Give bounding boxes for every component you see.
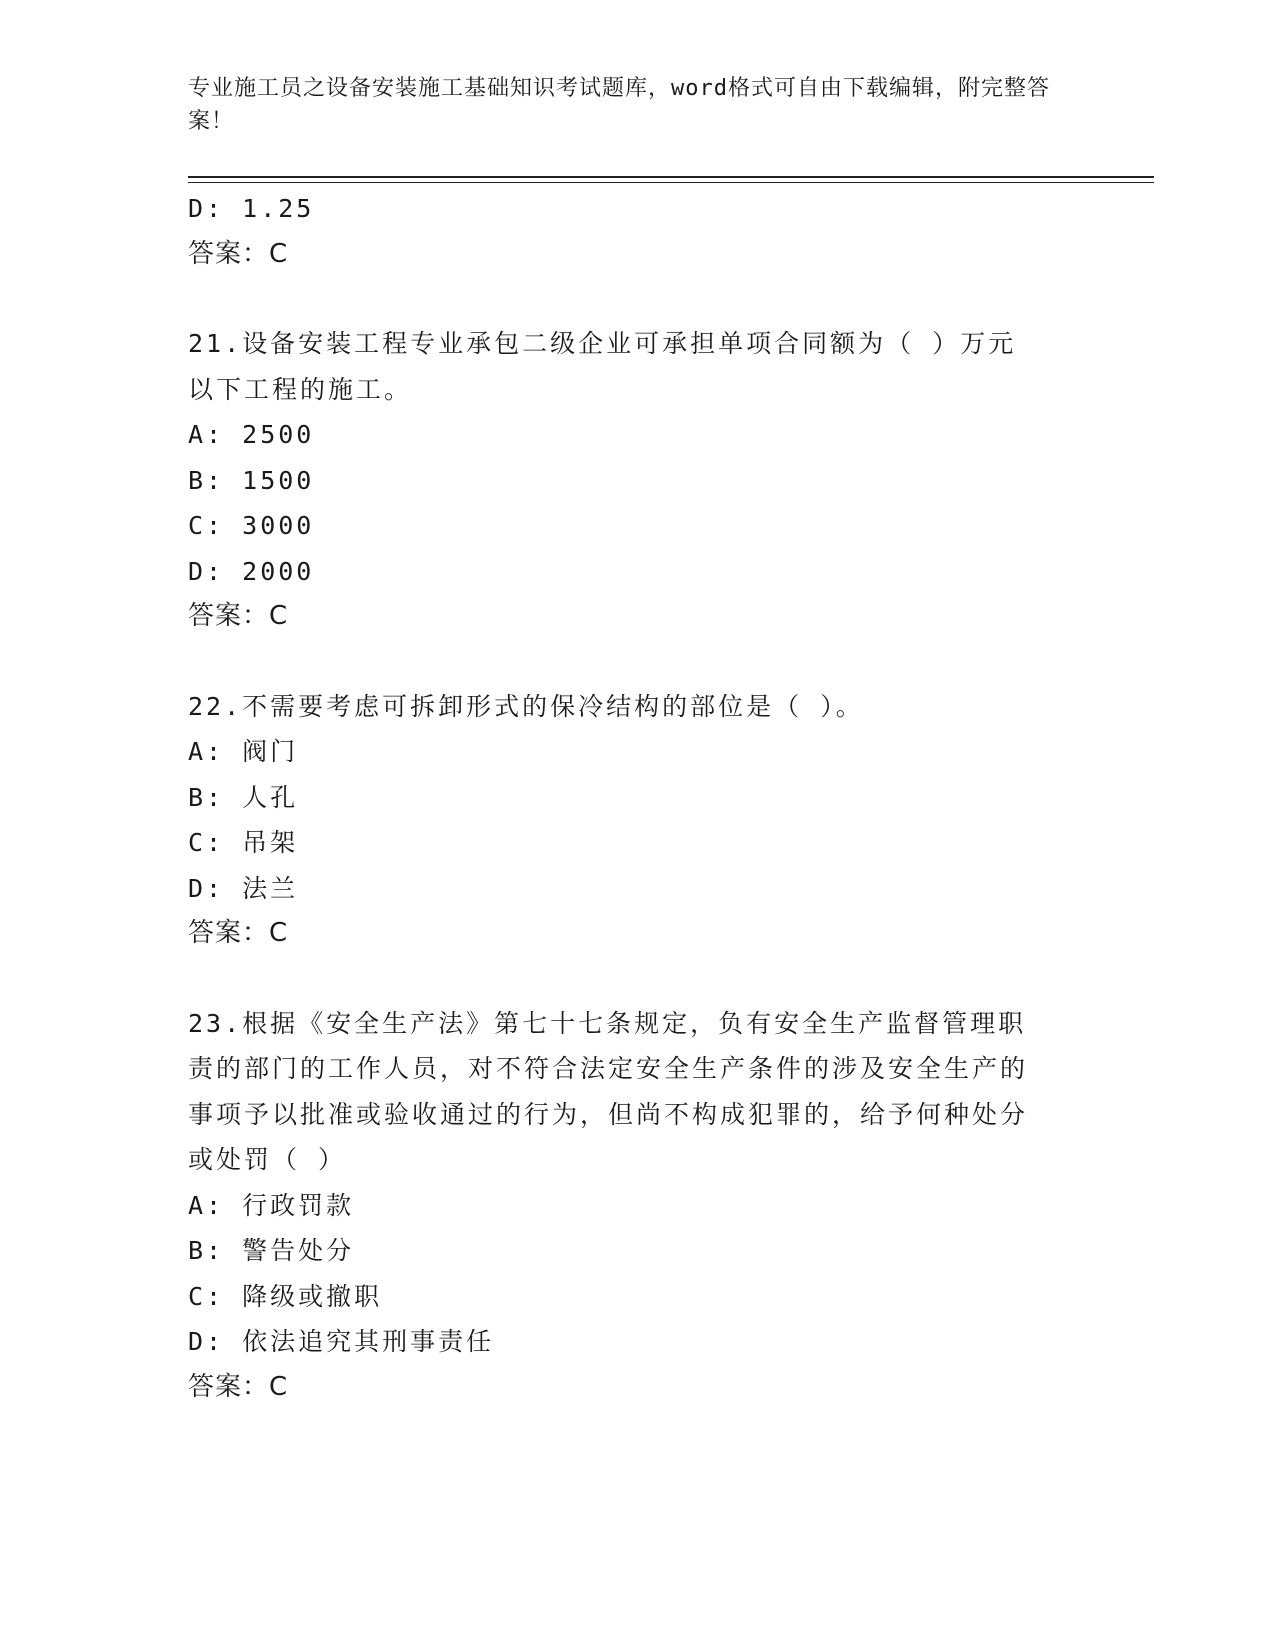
answer-line: 答案：C bbox=[188, 601, 289, 631]
option-b: B: 警告处分 bbox=[188, 1236, 355, 1265]
answer-line: 答案：C bbox=[188, 238, 289, 269]
option-c: C: 3000 bbox=[188, 511, 315, 540]
question-22-text: 22.不需要考虑可拆卸形式的保冷结构的部位是（ ）。 bbox=[188, 691, 864, 721]
answer-line: 答案：C bbox=[188, 918, 289, 948]
option-d: D: 2000 bbox=[188, 556, 315, 586]
spacer bbox=[188, 277, 1088, 321]
option-c: C: 吊架 bbox=[188, 828, 299, 857]
question-content bbox=[188, 186, 1088, 1410]
document-header: 专业施工员之设备安装施工基础知识考试题库，word格式可自由下载编辑，附完整答案！ bbox=[188, 76, 1050, 134]
question-23-text: 23.根据《安全生产法》第七十七条规定，负有安全生产监督管理职责的部门的工作人员，对不符合法定安全生产条件的涉及安全生产的事项予以批准或验收通过的行为，但尚不构成犯罪的，给予何种处分或处罚（ ） bbox=[188, 1008, 1029, 1174]
option-a: A: 行政罚款 bbox=[188, 1190, 355, 1220]
option-d: D: 法兰 bbox=[188, 873, 299, 903]
question-21-text: 21.设备安装工程专业承包二级企业可承担单项合同额为（ ）万元以下工程的施工。 bbox=[188, 329, 1017, 404]
spacer bbox=[188, 957, 1088, 1001]
option-b: B: 人孔 bbox=[188, 782, 299, 812]
option-c: C: 降级或撤职 bbox=[188, 1281, 383, 1311]
option-d: D: 1.25 bbox=[188, 194, 315, 223]
header-divider-thick bbox=[188, 176, 1154, 178]
option-a: A: 阀门 bbox=[188, 737, 299, 766]
option-d: D: 依法追究其刑事责任 bbox=[188, 1327, 495, 1356]
option-a: A: 2500 bbox=[188, 420, 315, 449]
spacer bbox=[188, 640, 1088, 684]
answer-line: 答案：C bbox=[188, 1371, 289, 1402]
option-b: B: 1500 bbox=[188, 465, 315, 495]
header-divider-thin bbox=[188, 182, 1154, 183]
